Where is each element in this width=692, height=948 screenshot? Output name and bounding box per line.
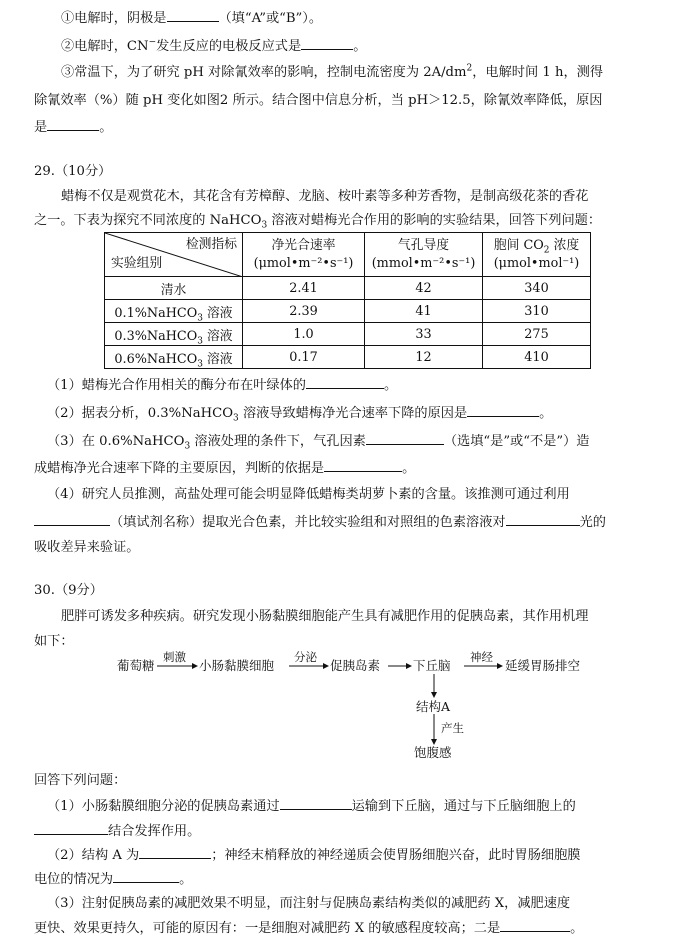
q29-sub4-line2: （填试剂名称）提取光合色素，并比较实验组和对照组的色素溶液对 光的 [34,513,606,531]
answer-blank[interactable] [366,432,444,445]
q30-sub2-line2: 电位的情况为 。 [34,872,193,887]
answer-blank[interactable] [167,9,219,22]
answer-blank[interactable] [113,870,179,883]
q28-item3-line1: ③常温下，为了研究 pH 对除氰效率的影响，控制电流密度为 $2A/dm^2$，电解时间 1 h，测得 [61,63,604,80]
table-row [105,277,591,300]
answer-blank[interactable] [500,919,570,932]
q30-stem-line2: 如下： [34,634,74,649]
answer-blank[interactable] [34,822,108,835]
value-cell: 12 [365,346,483,369]
q30-sub1-line1: （1）小肠黏膜细胞分泌的促胰岛素通过 运输到下丘脑，通过与下丘脑细胞上的 [47,799,576,814]
group-cell: 清水 [105,277,243,300]
header-intercellular-co2: 胞间 $CO_2$ 浓度 (μmol•mol⁻¹) [483,233,591,277]
answer-blank[interactable] [467,404,539,417]
flow-node-intestinal-cells: 小肠黏膜细胞 [199,658,275,673]
q28-item2: ②电解时，CN−发生反应的电极反应式是 。 [61,37,367,54]
q29-sub3-line1: （3）在 0.6%NaHCO$_3$ 溶液处理的条件下，气孔因素 （选填“是”或“不是”）造 [47,434,590,452]
q30-sub3-line2: 更快、效果更持久，可能的原因有：一是细胞对减肥药 X 的敏感程度较高；二是 。 [34,921,584,936]
value-cell: 275 [483,323,591,346]
value-cell: 41 [365,300,483,323]
q29-sub3-line2: 成蜡梅净光合速率下降的主要原因，判断的依据是 。 [34,461,416,476]
value-cell: 340 [483,277,591,300]
value-cell: 2.41 [243,277,365,300]
value-cell: 310 [483,300,591,323]
experiment-table [104,232,591,369]
group-cell: 0.1%NaHCO$_3$ 溶液 [105,300,243,323]
answer-blank[interactable] [301,37,353,50]
flow-edge-stimulate: 刺激 [163,650,186,664]
q28-item3-line2: 除氰效率（%）随 pH 变化如图2 所示。结合图中信息分析，当 pH＞12.5，除氰效率降低，原因 [34,93,603,108]
q30-instruction: 回答下列问题： [34,773,127,788]
q29-sub1: （1）蜡梅光合作用相关的酶分布在叶绿体的 。 [47,378,398,393]
q29-sub2: （2）据表分析，0.3%NaHCO$_3$ 溶液导致蜡梅净光合速率下降的原因是 。 [47,406,553,424]
answer-blank[interactable] [324,459,402,472]
group-cell: 0.6%NaHCO$_3$ 溶液 [105,346,243,369]
q29-sub4-line3: 吸收差异来验证。 [34,540,140,555]
flow-edge-secrete: 分泌 [294,650,317,664]
flow-node-structure-a: 结构A [416,699,451,714]
diagonal-header-cell: 检测指标 实验组别 [105,233,243,277]
q30-stem-line1: 肥胖可诱发多种疾病。研究发现小肠黏膜细胞能产生具有减肥作用的促胰岛素，其作用机理 [61,609,589,624]
flow-edge-nerve: 神经 [470,650,493,664]
value-cell: 410 [483,346,591,369]
value-cell: 0.17 [243,346,365,369]
flow-node-incretin: 促胰岛素 [330,658,381,673]
flow-node-glucose: 葡萄糖 [117,658,155,673]
answer-blank[interactable] [280,797,352,810]
answer-blank[interactable] [506,513,580,526]
flow-edge-produce: 产生 [441,721,464,735]
q29-sub4-line1: （4）研究人员推测，高盐处理可能会明显降低蜡梅类胡萝卜素的含量。该推测可通过利用 [47,487,570,502]
q29-stem-line1: 蜡梅不仅是观赏花木，其花含有芳樟醇、龙脑、桉叶素等多种芳香物，是制高级花茶的香花 [61,189,589,204]
value-cell: 1.0 [243,323,365,346]
header-stomatal-conductance: 气孔导度 (mmol•m⁻²•s⁻¹) [365,233,483,277]
table-row [105,300,591,323]
answer-blank[interactable] [47,118,99,131]
flow-node-hypothalamus: 下丘脑 [413,658,451,673]
answer-blank[interactable] [139,846,211,859]
header-net-photosynthesis: 净光合速率 (μmol•m⁻²•s⁻¹) [243,233,365,277]
flow-node-satiety: 饱腹感 [414,745,452,760]
value-cell: 2.39 [243,300,365,323]
table-row [105,323,591,346]
q29-number: 29.（10分） [34,164,112,179]
q28-item1: ①电解时，阴极是 （填“A”或“B”）。 [61,11,323,26]
table-row [105,346,591,369]
q30-number: 30.（9分） [34,583,103,598]
q28-item3-line3: 是 。 [34,120,113,135]
q30-sub2-line1: （2）结构 A 为 ；神经末梢释放的神经递质会使胃肠细胞兴奋，此时胃肠细胞膜 [47,848,581,863]
q30-sub1-line2: 结合发挥作用。 [34,822,200,840]
flow-node-delay-emptying: 延缓胃肠排空 [505,658,581,673]
value-cell: 42 [365,277,483,300]
value-cell: 33 [365,323,483,346]
group-cell: 0.3%NaHCO$_3$ 溶液 [105,323,243,346]
answer-blank[interactable] [306,376,384,389]
q29-stem-line2: 之一。下表为探究不同浓度的 NaHCO$_3$ 溶液对蜡梅光合作用的影响的实验结果，回答下列问题： [34,213,602,231]
q30-sub3-line1: （3）注射促胰岛素的减肥效果不明显，而注射与促胰岛素结构类似的减肥药 X，减肥速度 [47,896,571,911]
answer-blank[interactable] [34,513,110,526]
